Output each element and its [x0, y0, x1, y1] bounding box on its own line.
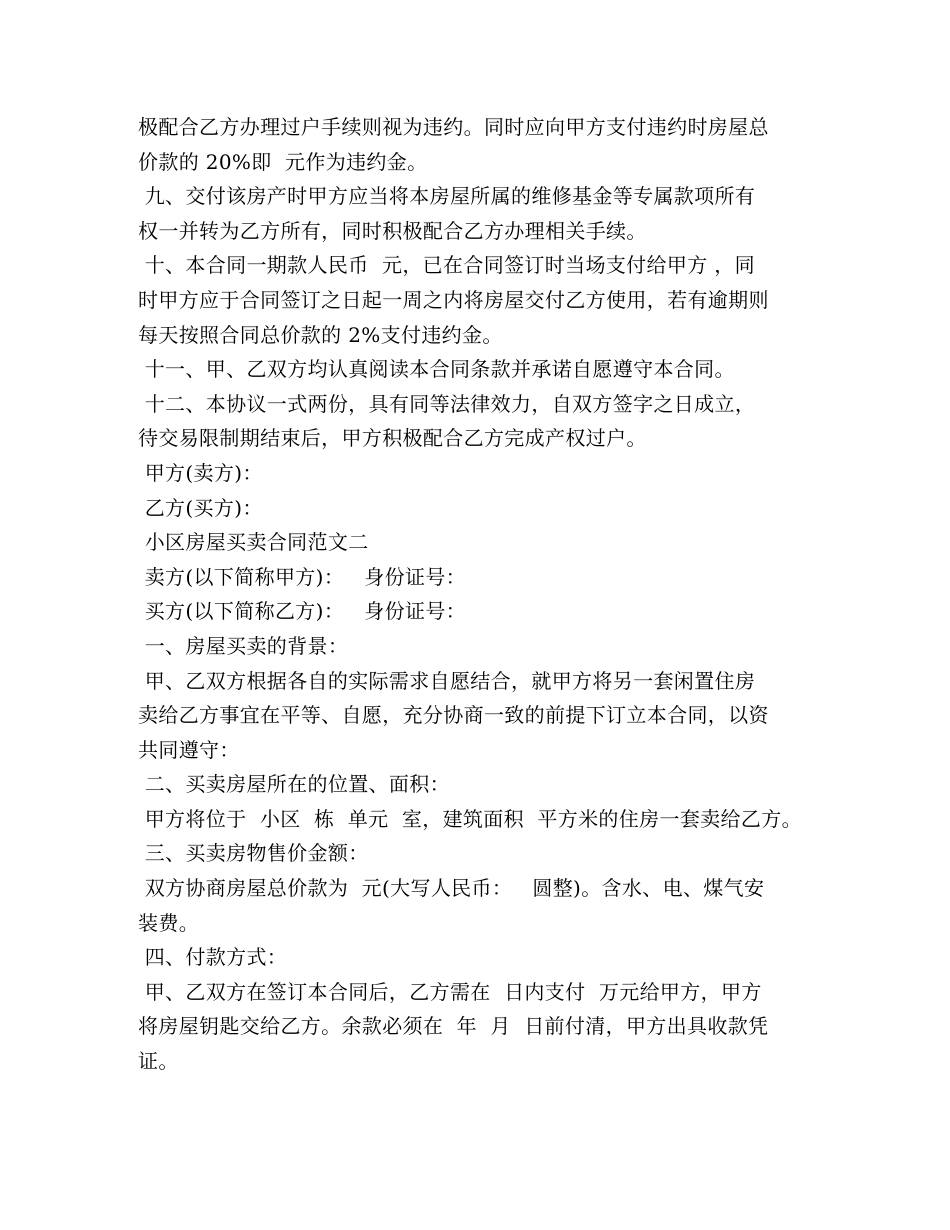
text-line: 共同遵守： [138, 737, 240, 762]
text-line: 装费。 [138, 910, 200, 935]
text-line: 权一并转为乙方所有，同时积极配合乙方办理相关手续。 [138, 218, 647, 243]
clause-heading: 二、买卖房屋所在的位置、面积： [138, 772, 450, 797]
text-line: 待交易限制期结束后，甲方积极配合乙方完成产权过户。 [138, 426, 647, 451]
clause-heading: 四、付款方式： [138, 945, 288, 970]
seller-info-line: 卖方(以下简称甲方)： 身份证号： [138, 564, 467, 589]
text-line: 将房屋钥匙交给乙方。余款必须在 年 月 日前付清，甲方出具收款凭 [138, 1014, 769, 1039]
text-line: 甲、乙双方在签订本合同后，乙方需在 日内支付 万元给甲方，甲方 [138, 979, 762, 1004]
clause-heading: 三、买卖房物售价金额： [138, 841, 369, 866]
clause-heading: 一、房屋买卖的背景： [138, 633, 349, 658]
text-line: 双方协商房屋总价款为 元(大写人民币： 圆整)。含水、电、煤气安 [138, 876, 765, 901]
text-line: 价款的 20%即 元作为违约金。 [138, 149, 428, 174]
text-line: 卖给乙方事宜在平等、自愿，充分协商一致的前提下订立本合同，以资 [138, 703, 769, 728]
text-line: 每天按照合同总价款的 2%支付违约金。 [138, 322, 503, 347]
text-line: 证。 [138, 1049, 179, 1074]
signature-seller-label: 甲方(卖方)： [138, 460, 263, 485]
section-title: 小区房屋买卖合同范文二 [138, 530, 369, 555]
text-line: 十一、甲、乙双方均认真阅读本合同条款并承诺自愿遵守本合同。 [138, 357, 735, 382]
text-line: 甲、乙双方根据各自的实际需求自愿结合，就甲方将另一套闲置住房 [138, 668, 756, 693]
text-line: 甲方将位于 小区 栋 单元 室，建筑面积 平方米的住房一套卖给乙方。 [138, 806, 802, 831]
document-body [138, 110, 828, 1079]
text-line: 九、交付该房产时甲方应当将本房屋所属的维修基金等专属款项所有 [138, 184, 756, 209]
text-line: 时甲方应于合同签订之日起一周之内将房屋交付乙方使用，若有逾期则 [138, 287, 769, 312]
text-line: 极配合乙方办理过户手续则视为违约。同时应向甲方支付违约时房屋总 [138, 115, 769, 139]
signature-buyer-label: 乙方(买方)： [138, 495, 263, 520]
text-line: 十二、本协议一式两份，具有同等法律效力，自双方签字之日成立， [138, 391, 756, 416]
buyer-info-line: 买方(以下简称乙方)： 身份证号： [138, 599, 467, 624]
text-line: 十、本合同一期款人民币 元，已在合同签订时当场支付给甲方 ，同 [138, 253, 755, 278]
